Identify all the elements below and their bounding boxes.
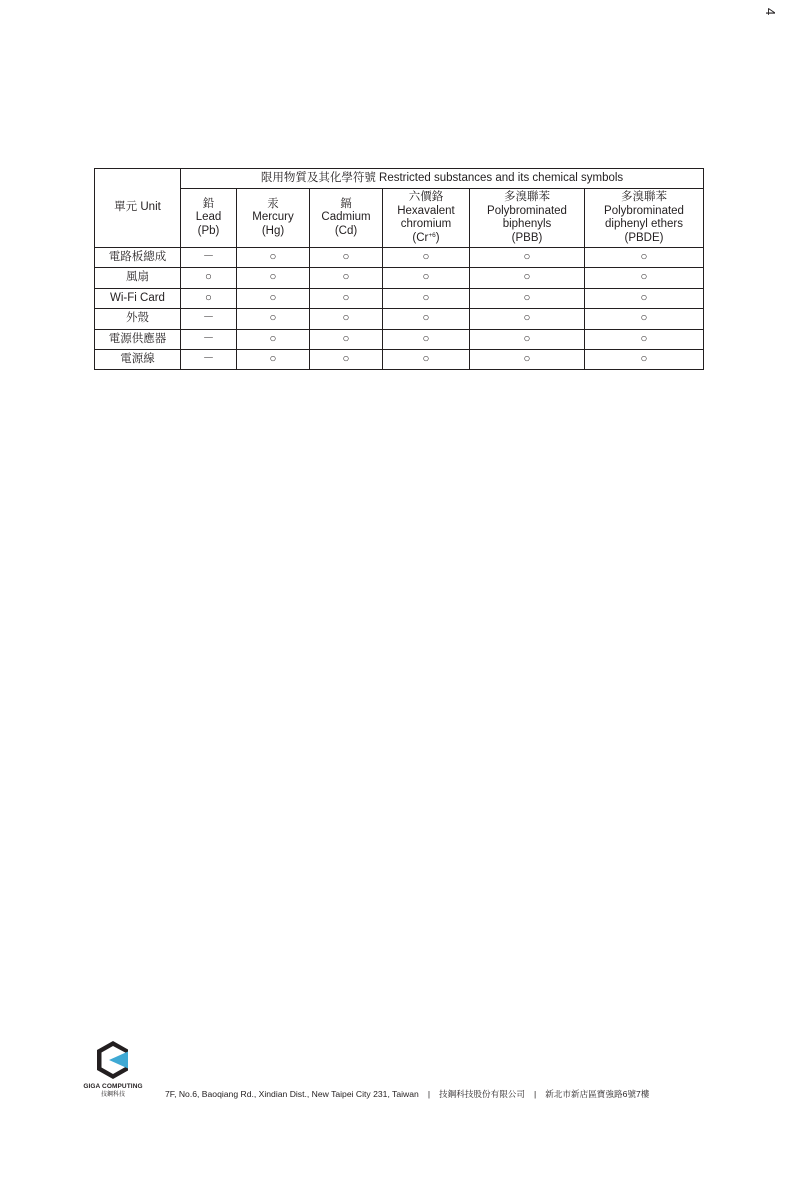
page-number: 4 [763,8,778,16]
logo-wordmark: GIGA COMPUTING [83,1083,143,1090]
substance-mark: ○ [181,288,237,308]
unit-name: 電路板總成 [95,248,181,268]
table-row [95,329,704,349]
substance-mark: － [181,309,237,329]
footer-separator: | [427,1089,431,1099]
substance-header-chromium: 六價鉻 Hexavalent chromium $(Cr^{+6})$ [383,189,470,248]
substance-mark: ○ [310,248,383,268]
restricted-substances-header: 限用物質及其化學符號 Restricted substances and its chemical symbols [181,169,704,189]
substance-mark: ○ [585,288,704,308]
substance-mark: ○ [585,248,704,268]
table-row [95,288,704,308]
unit-name: 電源供應器 [95,329,181,349]
substance-header-pbde: 多溴聯苯 Polybrominated diphenyl ethers (PBDE) [585,189,704,248]
substance-mark: ○ [310,349,383,369]
table-row [95,309,704,329]
unit-name: 外殼 [95,309,181,329]
substance-mark: ○ [383,288,470,308]
unit-header: 單元 Unit [95,169,181,248]
substance-mark: － [181,349,237,369]
logo-wordmark-zh: 技鋼科技 [100,1092,125,1098]
substance-mark: ○ [181,268,237,288]
table-row [95,248,704,268]
substance-mark: ○ [383,329,470,349]
substance-header-row [95,189,704,248]
substance-mark: ○ [383,248,470,268]
substance-mark: ○ [310,329,383,349]
substance-mark: ○ [585,329,704,349]
address-english: 7F, No.6, Baoqiang Rd., Xindian Dist., New Taipei City 231, Taiwan [165,1089,419,1099]
substance-mark: ○ [237,329,310,349]
substance-header-cadmium: 鎘 Cadmium (Cd) [310,189,383,248]
footer-address [165,1089,695,1100]
substance-mark: ○ [470,329,585,349]
unit-name: 電源線 [95,349,181,369]
unit-name: Wi-Fi Card [95,288,181,308]
footer-separator: | [534,1089,537,1099]
substance-mark: ○ [310,288,383,308]
chromium-symbol: $(Cr^{+6})$ [412,231,440,244]
substance-header-mercury: 汞 Mercury (Hg) [237,189,310,248]
substance-mark: ○ [470,248,585,268]
table-row [95,349,704,369]
substance-mark: ○ [237,288,310,308]
substance-mark: ○ [585,309,704,329]
substance-mark: ○ [470,268,585,288]
giga-computing-logo [80,1040,146,1099]
substance-mark: ○ [237,309,310,329]
company-name-chinese: 技鋼科技股份有限公司 [439,1089,525,1099]
substance-mark: － [181,248,237,268]
address-chinese: 新北市新店區寶強路6號7樓 [545,1089,650,1099]
substance-mark: ○ [383,309,470,329]
giga-computing-logo-icon [96,1040,130,1080]
substance-mark: ○ [383,349,470,369]
unit-name: 風扇 [95,268,181,288]
substance-mark: ○ [310,268,383,288]
substance-mark: ○ [237,349,310,369]
substance-mark: ○ [383,268,470,288]
substance-mark: ○ [585,268,704,288]
substance-mark: ○ [470,288,585,308]
substance-mark: ○ [585,349,704,369]
substance-mark: ○ [470,309,585,329]
substance-mark: ○ [310,309,383,329]
substance-mark: － [181,329,237,349]
substance-mark: ○ [470,349,585,369]
substance-header-lead: 鉛 Lead (Pb) [181,189,237,248]
table-row [95,268,704,288]
substance-mark: ○ [237,268,310,288]
restricted-substances-table [94,168,704,370]
substance-header-pbb: 多溴聯苯 Polybrominated biphenyls (PBB) [470,189,585,248]
substance-mark: ○ [237,248,310,268]
